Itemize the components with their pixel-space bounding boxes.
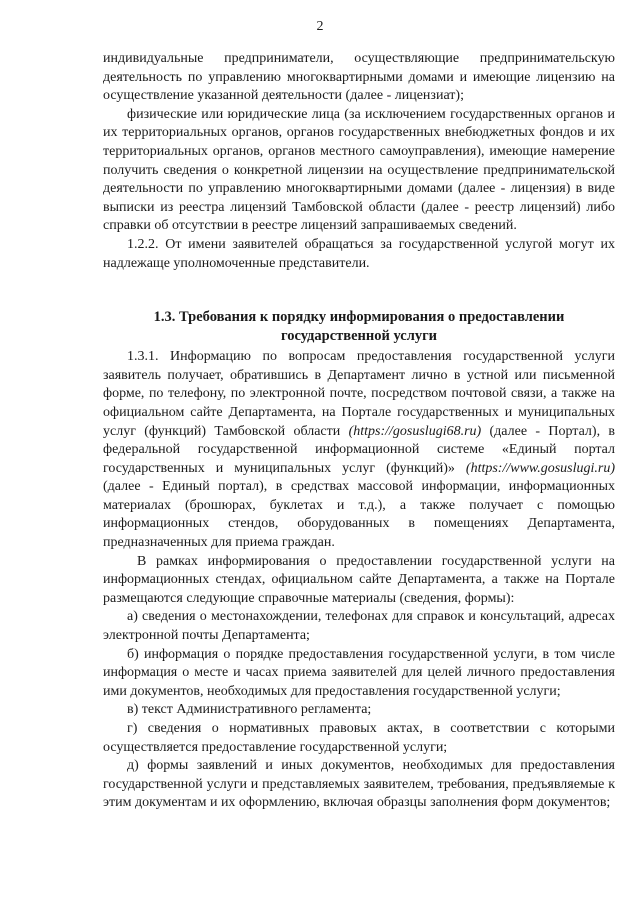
paragraph-individuals: физические или юридические лица (за исключением государственных органов и их территориальных органов, органов государственных внебюджетных фондов и их территориальных органов, органов местного самоуправления), имеющие намерение получить сведения о конкретной лицензии на осуществление предпринимательской деятельности по управлению многоквартирными домами (далее - лицензия) в виде выписки из реестра лицензий Тамбовской области (далее - реестр лицензий) либо справки об отсутствии в реестре лицензий запрашиваемых сведений. <box>103 106 615 234</box>
section-spacer <box>103 273 615 308</box>
list-item-b: б) информация о порядке предоставления государственной услуги, в том числе информация о месте и часах приема заявителей для целей личного предоставления ими документов, необходимых для предоставления государственной услуги; <box>103 646 615 699</box>
paragraph-entrepreneurs: индивидуальные предприниматели, осуществляющие предпринимательскую деятельность по управлению многоквартирными домами и имеющие лицензию на осуществление указанной деятельности (далее - лицензиат); <box>103 51 615 104</box>
list-item-g: г) сведения о нормативных правовых актах, в соответствии с которыми осуществляется предоставление государственной услуги; <box>103 721 615 755</box>
p131-text-1: 1.3.1. Информацию по вопросам предоставления государственной услуги заявитель получает, обратившись в Департамент лично в устной или письменной форме, по телефону, по электронной почте, посредством почтовой связи, а также на официальном сайте Департамента, на Портале государственных и муниципальных услуг (функций) Тамбовской области <box>103 349 615 439</box>
paragraph-1-3-1 <box>103 348 615 553</box>
regional-portal-link[interactable]: (https://gosuslugi68.ru) <box>348 423 482 439</box>
federal-portal-link[interactable]: (https://www.gosuslugi.ru) <box>465 460 615 476</box>
list-item-a: а) сведения о местонахождении, телефонах для справок и консультаций, адресах электронной почты Департамента; <box>103 609 615 644</box>
paragraph-informing-materials: В рамках информирования о предоставлении государственной услуги на информационных стендах, официальном сайте Департамента, а также на Портале размещаются следующие справочные материалы (сведения, формы): <box>103 553 615 606</box>
document-body <box>103 50 615 813</box>
p131-text-2: (далее - Портал), в федеральной государственной информационной системе «Единый портал государственных и муниципальных услуг (функций)» <box>103 423 615 476</box>
page-number: 2 <box>316 19 324 34</box>
section-heading: 1.3. Требования к порядку информирования о предоставлении государственной услуги <box>153 309 565 345</box>
list-item-d: д) формы заявлений и иных документов, необходимых для предоставления государственной услуги и представляемых заявителем, требования, предъявляемые к этим документам и их оформлению, включая образцы заполнения форм документов; <box>103 758 615 811</box>
paragraph-1-2-2: 1.2.2. От имени заявителей обращаться за государственной услугой могут их надлежаще уполномоченные представители. <box>103 236 615 271</box>
list-item-v: в) текст Административного регламента; <box>127 702 372 718</box>
p131-text-3: (далее - Единый портал), в средствах массовой информации, информационных материалах (брошюрах, буклетах и т.д.), а также получает с помощью информационных стендов, оборудованных в помещениях Департамента, предназначенных для приема граждан. <box>103 479 615 551</box>
